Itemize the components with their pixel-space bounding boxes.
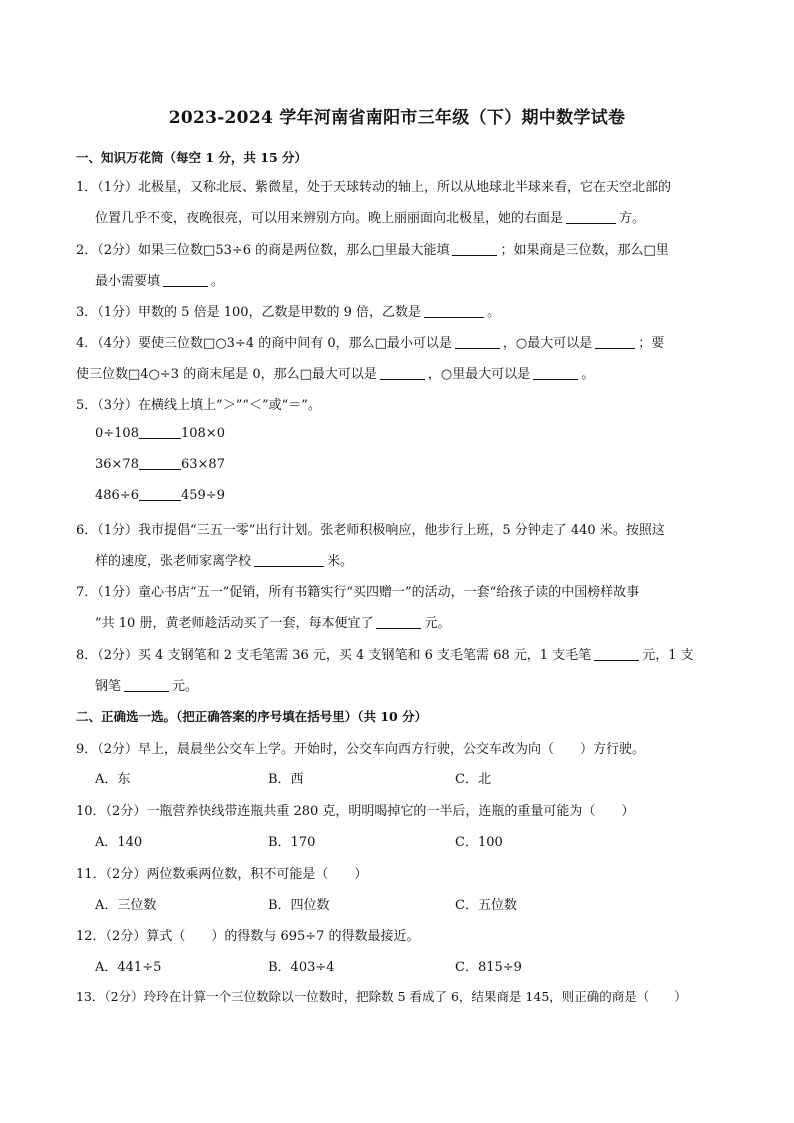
- section-2-heading: 二、正确选一选。（把正确答案的序号填在括号里）（共 10 分）: [76, 709, 428, 724]
- answer-blank[interactable]: [533, 367, 578, 380]
- option-b[interactable]: B．403÷4: [268, 960, 335, 975]
- question-12: 12．（2分）算式（ ）的得数与 695÷7 的得数最接近。: [76, 929, 420, 944]
- answer-blank[interactable]: [566, 211, 616, 224]
- question-7-line-2: ”共 10 册，黄老师趁活动买了一套，每本便宜了 元。: [95, 616, 451, 631]
- option-c[interactable]: C．五位数: [455, 898, 517, 913]
- question-13: 13．（2分）玲玲在计算一个三位数除以一位数时，把除数 5 看成了 6，结果商是 145，则正确的商是（ ）: [76, 989, 687, 1004]
- question-5: 5．（3分）在横线上填上“＞”“＜”或“＝”。: [76, 398, 321, 413]
- option-b[interactable]: B．四位数: [268, 898, 330, 913]
- question-3: 3．（1分）甲数的 5 倍是 100，乙数是甲数的 9 倍，乙数是 。: [76, 305, 501, 320]
- page-title: 2023-2024 学年河南省南阳市三年级（下）期中数学试卷: [168, 108, 626, 128]
- option-c[interactable]: C．815÷9: [455, 960, 522, 975]
- question-4-line-1: 4．（4分）要使三位数□○3÷4 的商中间有 0，那么□最小可以是 ，○最大可以是 ；要: [76, 336, 665, 351]
- answer-blank[interactable]: [452, 243, 497, 256]
- option-a[interactable]: A．441÷5: [95, 960, 162, 975]
- answer-blank[interactable]: [380, 367, 425, 380]
- option-c[interactable]: C．北: [455, 772, 491, 787]
- answer-blank[interactable]: [124, 679, 169, 692]
- question-8-line-2: 钢笔 元。: [95, 679, 199, 694]
- option-a[interactable]: A．140: [95, 835, 143, 850]
- question-1-line-2: 位置几乎不变，夜晚很亮，可以用来辨别方向。晚上丽丽面向北极星，她的右面是 方。: [95, 211, 646, 226]
- question-2-line-2: 最小需要填 。: [95, 274, 225, 289]
- answer-blank[interactable]: [139, 488, 181, 501]
- option-b[interactable]: B．170: [268, 835, 316, 850]
- option-c[interactable]: C．100: [455, 835, 503, 850]
- option-a[interactable]: A．三位数: [95, 898, 157, 913]
- answer-blank[interactable]: [376, 616, 421, 629]
- section-1-heading: 一、知识万花筒（每空 1 分，共 15 分）: [76, 150, 308, 165]
- answer-blank[interactable]: [139, 457, 181, 470]
- answer-blank[interactable]: [254, 554, 324, 567]
- option-b[interactable]: B．西: [268, 772, 304, 787]
- question-7-line-1: 7．（1分）童心书店“五一”促销，所有书籍实行“买四赠一”的活动，一套“给孩子读的中国榜样故事: [76, 585, 640, 600]
- question-11: 11．（2分）两位数乘两位数，积不可能是（ ）: [76, 867, 368, 882]
- comparison-item-1: 0÷108 108×0: [95, 426, 225, 441]
- question-9: 9．（2分）早上，晨晨坐公交车上学。开始时，公交车向西方行驶，公交车改为向（ ）方行驶。: [76, 742, 646, 757]
- answer-blank[interactable]: [163, 274, 208, 287]
- answer-blank[interactable]: [595, 336, 635, 349]
- comparison-item-3: 486÷6 459÷9: [95, 488, 225, 503]
- question-10: 10．（2分）一瓶营养快线带连瓶共重 280 克，明明喝掉它的一半后，连瓶的重量可能为（ ）: [76, 804, 635, 819]
- answer-blank[interactable]: [424, 305, 484, 318]
- question-6-line-1: 6．（1分）我市提倡“三五一零”出行计划。张老师积极响应，他步行上班，5 分钟走了 440 米。按照这: [76, 523, 665, 538]
- question-1-line-1: 1．（1分）北极星，又称北辰、紫微星，处于天球转动的轴上，所以从地球北半球来看，它在天空北部的: [76, 180, 672, 195]
- answer-blank[interactable]: [139, 426, 181, 439]
- question-6-line-2: 样的速度，张老师家离学校 米。: [95, 554, 354, 569]
- question-4-line-2: 使三位数□4○÷3 的商末尾是 0，那么□最大可以是 ，○里最大可以是 。: [76, 367, 595, 382]
- answer-blank[interactable]: [455, 336, 500, 349]
- question-8-line-1: 8．（2分）买 4 支钢笔和 2 支毛笔需 36 元，买 4 支钢笔和 6 支毛笔需 68 元，1 支毛笔 元，1 支: [76, 648, 694, 663]
- answer-blank[interactable]: [594, 648, 639, 661]
- comparison-item-2: 36×78 63×87: [95, 457, 225, 472]
- option-a[interactable]: A．东: [95, 772, 131, 787]
- question-2-line-1: 2．（2分）如果三位数□53÷6 的商是两位数，那么□里最大能填 ；如果商是三位数，那么□里: [76, 243, 669, 258]
